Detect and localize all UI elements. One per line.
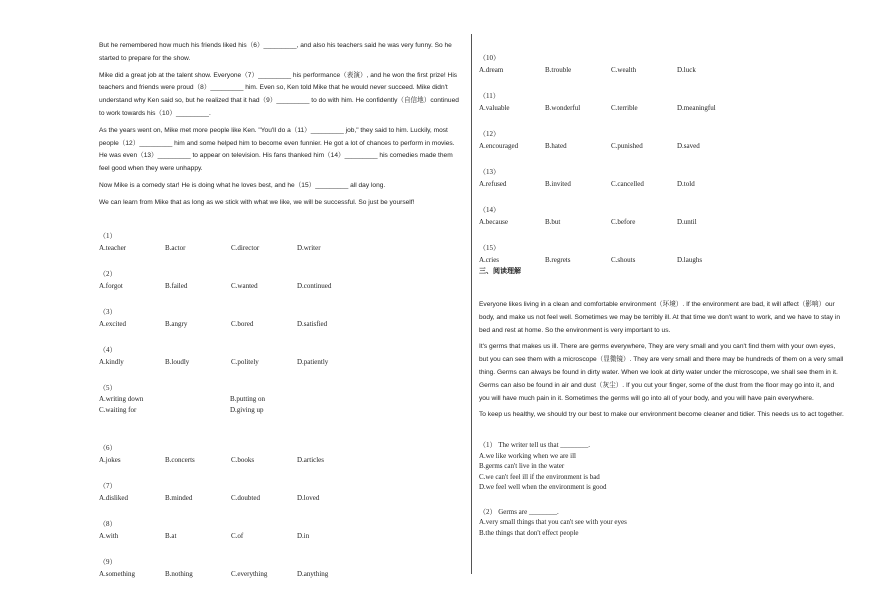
option-b: B.failed	[165, 281, 188, 290]
question-number: （14）	[479, 206, 500, 214]
question-7	[99, 480, 464, 504]
question-15	[479, 242, 844, 266]
question-number: （12）	[479, 130, 500, 138]
option-b: B.concerts	[165, 455, 195, 464]
question-3	[99, 306, 464, 330]
option-c: C.doubted	[231, 493, 260, 502]
option-d: D.until	[677, 218, 697, 226]
option-c: C.cancelled	[611, 180, 644, 188]
option-b: B.regrets	[545, 256, 571, 264]
passage-paragraph: Mike did a great job at the talent show. Everyone（7）_________ his performance（表演）, and he won the first prize! His teachers and friends were proud（8）_________ him. Even so, Ken told Mike that he would never succeed. Mike didn't understand why Ken said so, but he realized that it had（9）_________ to do with him. He confidently（自信地）continued to work towards his（10）_________.	[99, 71, 459, 117]
passage-paragraph: As the years went on, Mike met more people like Ken. "You'll do a（11）_________ job," they said to him. Luckily, most people（12）_________ him and some helped him to become even funnier. He got a lot of chances to perform in movies. He was even（13）_________ to appear on television. His fans thanked him（14）_________ his comedies made them feel good when they were unhappy.	[99, 126, 455, 173]
question-stem: （2） Germs are ________.	[479, 507, 559, 516]
section-title: 三、阅读理解	[479, 268, 521, 275]
option-d: D.articles	[297, 455, 325, 464]
option-a: A.disliked	[99, 493, 128, 502]
option-b: B.at	[165, 531, 177, 540]
question-number: （2）	[99, 269, 117, 278]
right-column	[479, 52, 844, 538]
question-number: （5）	[99, 383, 117, 392]
option-a: A.excited	[99, 319, 127, 328]
question-number: （6）	[99, 443, 117, 452]
option-c: C.terrible	[611, 104, 638, 112]
question-8	[99, 518, 464, 542]
option-a: A.refused	[479, 180, 507, 188]
option-c: C.before	[611, 218, 636, 226]
option-d: D.luck	[677, 66, 696, 74]
option-b: B.germs can't live in the water	[479, 462, 565, 471]
reading-paragraph: To keep us healthy, we should try our best to make our environment become cleaner and tidier. This needs us to act together.	[479, 411, 844, 419]
question-9	[99, 556, 464, 580]
reading-paragraph: It's germs that makes us ill. There are germs everywhere, They are very small and you can't find them with your own eyes, but you can see them with a microscope（显微镜）. They are very small and there may be hundreds of them on a very small thing. Germs can always be found in dirty water. When we look at dirty water under the microscope, we shall see them in it. Germs can also be found in air and dust（灰尘）. If you cut your finger, some of the dust from the floor may go into it, and you will have much pain in it. Sometimes the germs will go into all of your body, and you will have pain everywhere.	[479, 343, 844, 402]
question-11	[479, 90, 844, 114]
option-c: C.bored	[231, 319, 254, 328]
passage-paragraph: We can learn from Mike that as long as we stick with what we like, we will be successful. So just be yourself!	[99, 198, 415, 206]
option-a: A.forgot	[99, 281, 123, 290]
option-d: D.giving up	[230, 406, 264, 415]
option-b: B.angry	[165, 319, 188, 328]
option-c: C.punished	[611, 142, 643, 150]
question-number: （15）	[479, 244, 500, 252]
question-number: （13）	[479, 168, 500, 176]
option-b: B.minded	[165, 493, 193, 502]
question-number: （11）	[479, 92, 500, 100]
option-d: D.in	[297, 531, 310, 540]
option-a: A.jokes	[99, 455, 121, 464]
option-c: C.politely	[231, 357, 259, 366]
reading-question-2	[479, 507, 844, 539]
option-d: D.loved	[297, 493, 320, 502]
question-13	[479, 166, 844, 190]
option-d: D.writer	[297, 243, 321, 252]
reading-paragraph: Everyone likes living in a clean and comfortable environment（环境）. If the environment are bad, it will affect（影响）our body, and make us not feel well. Sometimes we may be terribly ill. At that time we don't want to work, and we have to stay in bed and rest at home. So the environment is very important to us.	[479, 301, 841, 334]
option-b: B.wonderful	[545, 104, 581, 112]
question-number: （7）	[99, 481, 117, 490]
option-c: C.everything	[231, 569, 268, 578]
question-number: （3）	[99, 307, 117, 316]
option-a: A.teacher	[99, 243, 127, 252]
question-number: （1）	[99, 231, 117, 240]
option-c: C.wanted	[231, 281, 258, 290]
option-a: A.with	[99, 531, 119, 540]
option-d: D.saved	[677, 142, 700, 150]
option-b: B.the things that don't effect people	[479, 528, 579, 537]
option-a: A.we like working when we are ill	[479, 451, 576, 460]
question-stem: （1） The writer tell us that ________.	[479, 441, 591, 450]
question-1	[99, 230, 464, 254]
option-b: B.invited	[545, 180, 571, 188]
option-b: B.hated	[545, 142, 567, 150]
reading-question-1	[479, 440, 844, 493]
passage-paragraph: Now Mike is a comedy star! He is doing what he loves best, and he（15）_________ all day long.	[99, 181, 386, 189]
question-5	[99, 382, 464, 417]
option-d: D.patiently	[297, 357, 329, 366]
question-number: （4）	[99, 345, 117, 354]
option-c: C.books	[231, 455, 255, 464]
option-d: D.satisfied	[297, 319, 328, 328]
option-d: D.told	[677, 180, 695, 188]
option-b: B.actor	[165, 243, 186, 252]
option-a: A.very small things that you can't see with your eyes	[479, 518, 627, 527]
question-12	[479, 128, 844, 152]
option-d: D.meaningful	[677, 104, 716, 112]
option-c: C.of	[231, 531, 244, 540]
option-d: D.laughs	[677, 256, 703, 264]
option-d: D.continued	[297, 281, 332, 290]
question-2	[99, 268, 464, 292]
option-c: C.waiting for	[99, 406, 137, 415]
option-a: A.encouraged	[479, 142, 519, 150]
option-c: C.we can't feel ill if the environment is bad	[479, 472, 600, 481]
option-b: B.loudly	[165, 357, 190, 366]
option-d: D.anything	[297, 569, 329, 578]
question-number: （8）	[99, 519, 117, 528]
passage-paragraph: But he remembered how much his friends liked his（6）_________, and also his teachers said he was very funny. So he started to prepare for the show.	[99, 42, 452, 62]
option-b: B.nothing	[165, 569, 193, 578]
question-6	[99, 442, 464, 466]
option-a: A.valuable	[479, 104, 510, 112]
option-a: A.cries	[479, 256, 500, 264]
option-a: A.kindly	[99, 357, 124, 366]
option-a: A.because	[479, 218, 508, 226]
option-b: B.putting on	[230, 394, 266, 403]
option-b: B.trouble	[545, 66, 572, 74]
question-number: （10）	[479, 54, 500, 62]
question-4	[99, 344, 464, 368]
question-10	[479, 52, 844, 76]
question-14	[479, 204, 844, 228]
option-c: C.director	[231, 243, 260, 252]
option-a: A.writing down	[99, 394, 144, 403]
option-c: C.shouts	[611, 256, 636, 264]
option-a: A.dream	[479, 66, 504, 74]
option-c: C.wealth	[611, 66, 637, 74]
left-column	[99, 40, 464, 580]
option-a: A.something	[99, 569, 135, 578]
column-divider	[471, 34, 472, 574]
option-b: B.but	[545, 218, 561, 226]
question-number: （9）	[99, 557, 117, 566]
option-d: D.we feel well when the environment is good	[479, 483, 607, 492]
